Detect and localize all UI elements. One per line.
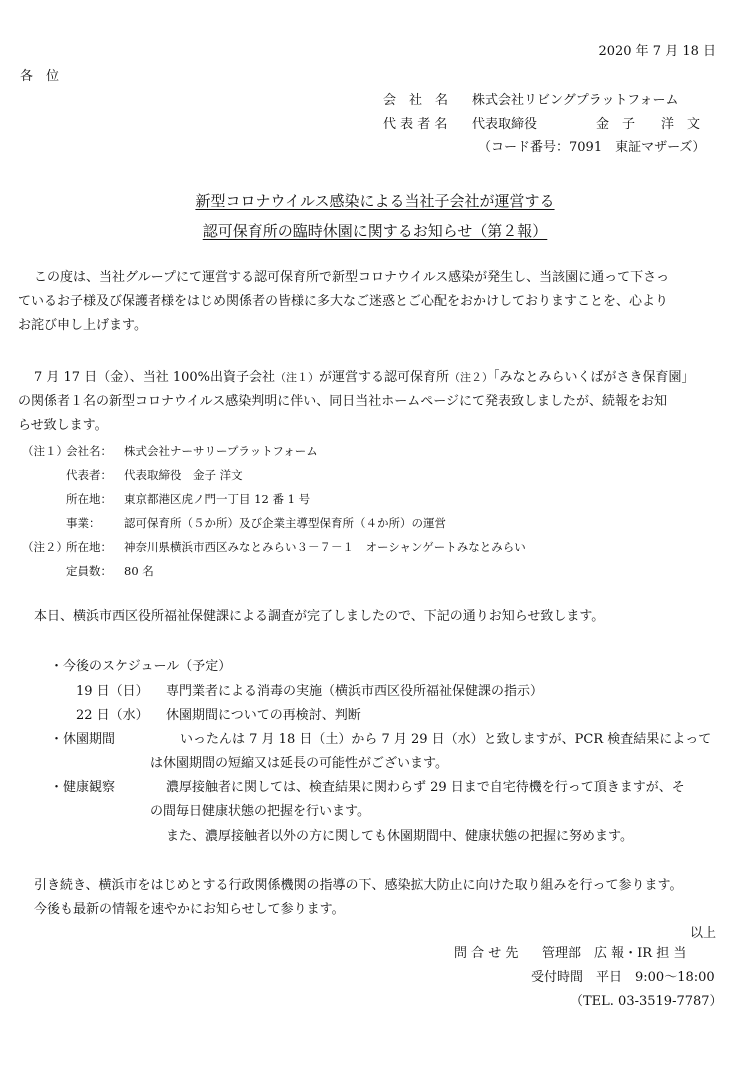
contact-hours: 受付時間 平日 9:00～18:00 [531,970,715,985]
company-label: 会 社 名 [383,93,449,108]
closure-line-1: いったんは 7 月 18 日（土）から 7 月 29 日（水）と致しますが、PCR 検査結果によって [180,732,712,747]
incident-line-3: らせ致します。 [18,418,108,433]
representative-title: 代表取締役 [472,117,538,132]
document-date: 2020 年 7 月 18 日 [598,44,716,59]
intro-line-2: ているお子様及び保護者様をはじめ関係者の皆様に多大なご迷惑とご心配をおかけしておりますことを、心より [18,294,669,309]
note-1-company-value: 株式会社ナーサリープラットフォーム [124,444,318,458]
health-line-1: 濃厚接触者に関しては、検査結果に関わらず 29 日まで自宅待機を行って頂きますが、そ [166,780,685,795]
schedule-day-1: 19 日（日） [76,684,149,699]
note-2-capacity-label: 定員数： [66,564,112,578]
schedule-text-2: 休園期間についての再検討、判断 [166,708,361,723]
intro-line-3: お詫び申し上げます。 [18,318,147,333]
note-2-marker: （注２） [22,540,68,554]
schedule-heading: ・今後のスケジュール（予定） [50,659,232,674]
closing-end: 以上 [689,926,716,941]
stock-code: （コード番号：7091 東証マザーズ） [478,140,706,155]
intro-line-1: この度は、当社グループにて運営する認可保育所で新型コロナウイルス感染が発生し、当該園に通って下さっ [34,270,670,285]
health-label: ・健康観察 [50,780,116,795]
note-1-address-value: 東京都港区虎ノ門一丁目 12 番 1 号 [124,492,311,506]
health-line-2: の間毎日健康状態の把握を行います。 [150,804,370,819]
closure-line-2: は休園期間の短縮又は延長の可能性がございます。 [150,756,448,771]
incident-part-1: 7 月 17 日（金）、当社 100%出資子会社 [34,370,276,385]
note-1-rep-value: 代表取締役 金子 洋文 [124,468,243,482]
note-ref-1: （注１） [275,371,320,384]
incident-line-2: の関係者１名の新型コロナウイルス感染判明に伴い、同日当社ホームページにて発表致しましたが、続報をお知 [18,394,667,409]
note-2-address-value: 神奈川県横浜市西区みなとみらい３－７－１ オーシャンゲートみなとみらい [124,540,526,554]
announcement: 本日、横浜市西区役所福祉保健課による調査が完了しましたので、下記の通りお知らせ致します。 [34,609,605,624]
note-1-rep-label: 代表者： [66,468,112,482]
title-line-1: 新型コロナウイルス感染による当社子会社が運営する [195,192,555,210]
addressee: 各 位 [20,69,60,84]
contact-tel: （TEL. 03-3519-7787） [570,994,723,1009]
note-1-address-label: 所在地： [66,492,112,506]
incident-line-1 [34,370,695,386]
incident-part-2: が運営する認可保育所 [319,370,450,385]
closing-line-1: 引き続き、横浜市をはじめとする行政関係機関の指導の下、感染拡大防止に向けた取り組みを行って参ります。 [34,878,683,893]
note-2-capacity-value: 80 名 [124,564,154,578]
note-1-company-label: 会社名： [66,444,112,458]
note-ref-2: （注２） [449,371,494,384]
schedule-text-1: 専門業者による消毒の実施（横浜市西区役所福祉保健課の指示） [166,684,544,699]
health-line-3: また、濃厚接触者以外の方に関しても休園期間中、健康状態の把握に努めます。 [166,829,633,844]
contact-department: 管理部 広 報・IR 担 当 [542,946,687,961]
representative-name: 金 子 洋 文 [596,117,701,132]
schedule-day-2: 22 日（水） [76,708,149,723]
note-1-business-value: 認可保育所（５か所）及び企業主導型保育所（４か所）の運営 [124,516,446,530]
note-1-marker: （注１） [22,444,68,458]
note-2-address-label: 所在地： [66,540,112,554]
company-name: 株式会社リビングプラットフォーム [472,93,679,108]
incident-part-3: 「みなとみらいくばがさき保育園」 [493,370,695,385]
contact-label: 問 合 せ 先 [454,946,519,961]
closing-line-2: 今後も最新の情報を速やかにお知らせして参ります。 [34,902,345,917]
note-1-business-label: 事業： [66,516,101,530]
representative-label: 代 表 者 名 [383,117,448,132]
title-line-2: 認可保育所の臨時休園に関するお知らせ（第２報） [202,222,548,240]
closure-label: ・休園期間 [50,732,116,747]
